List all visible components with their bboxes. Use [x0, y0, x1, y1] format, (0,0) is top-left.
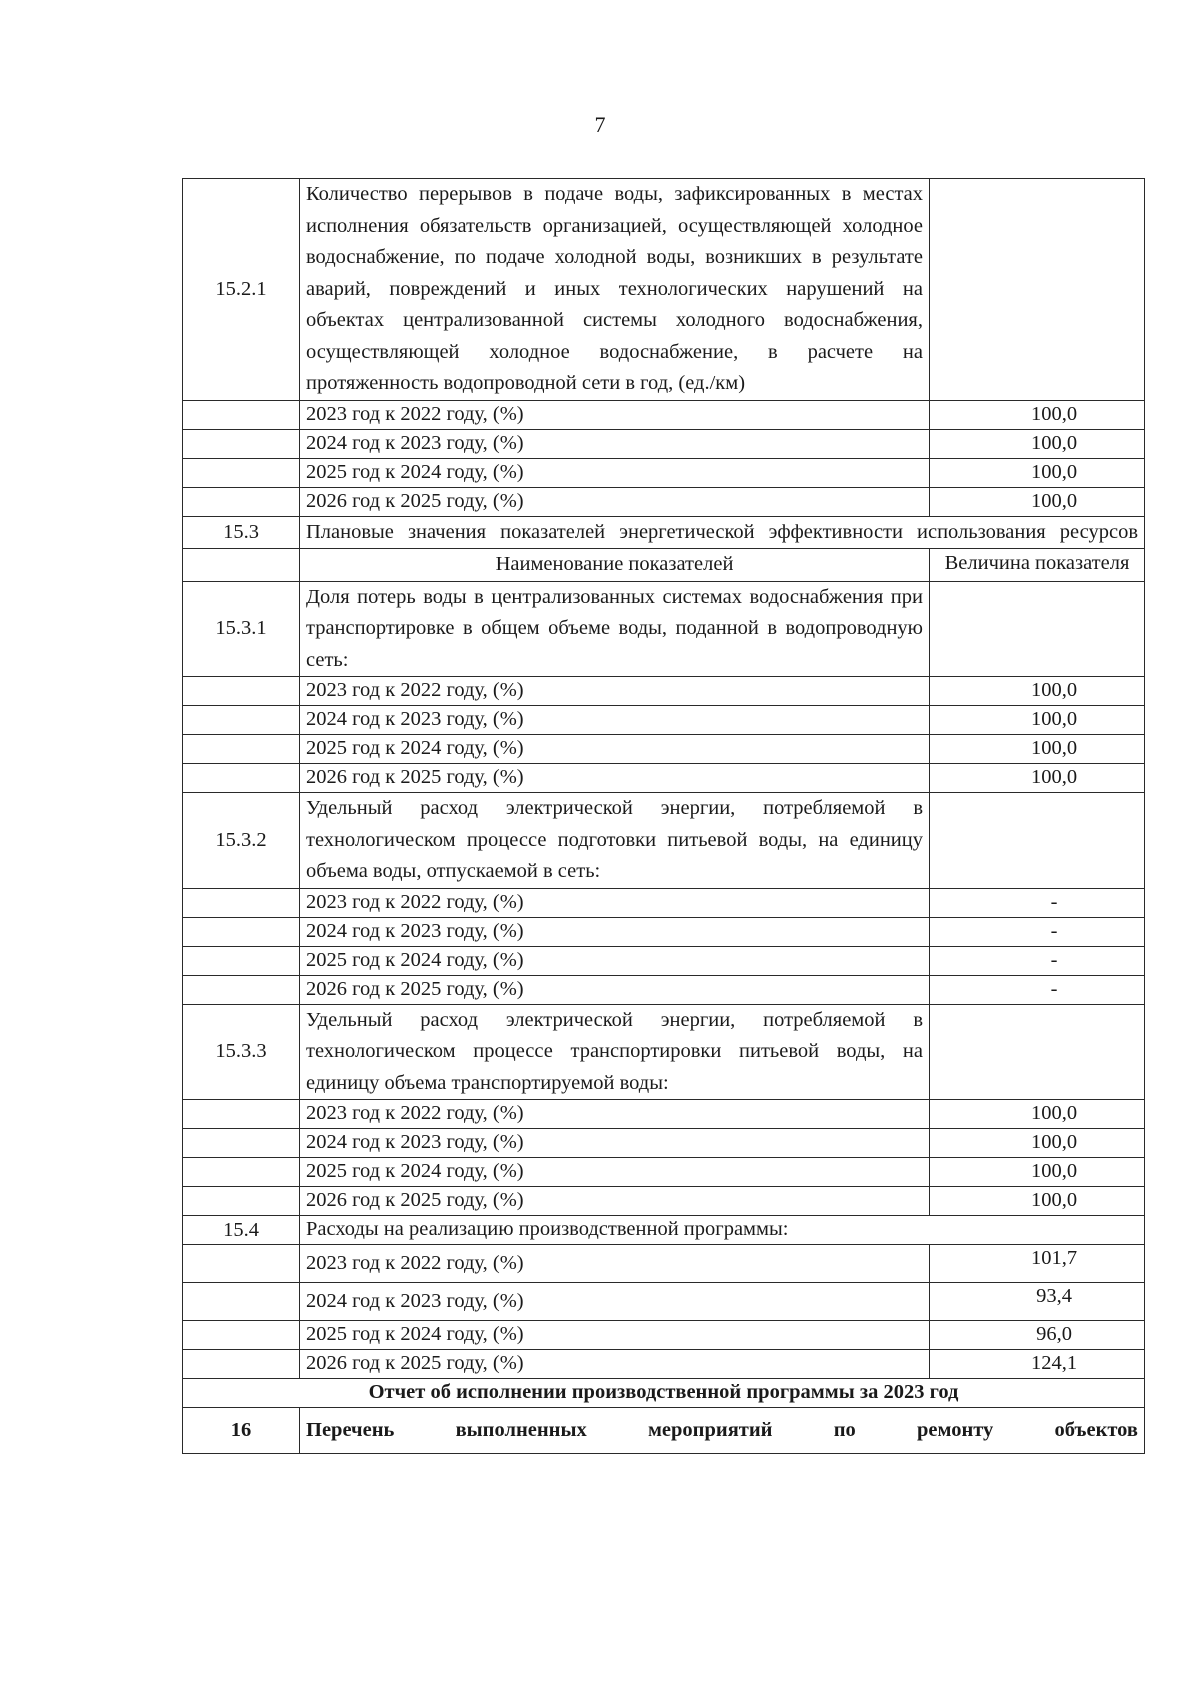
- row-value: 100,0: [930, 487, 1145, 516]
- section-15-3-2-row: [183, 793, 1145, 889]
- row-label: 2023 год к 2022 году, (%): [300, 677, 930, 706]
- row-label: 2025 год к 2024 году, (%): [300, 1158, 930, 1187]
- empty-number-cell: [183, 677, 300, 706]
- row-value: -: [930, 917, 1145, 946]
- row-value: -: [930, 888, 1145, 917]
- section-number: 16: [183, 1408, 300, 1454]
- empty-number-cell: [183, 1321, 300, 1350]
- empty-number-cell: [183, 487, 300, 516]
- row-value: 100,0: [930, 1158, 1145, 1187]
- section-15-3-3-row: [183, 1004, 1145, 1100]
- table-row: [183, 677, 1145, 706]
- row-label: 2024 год к 2023 году, (%): [300, 706, 930, 735]
- table-row: [183, 706, 1145, 735]
- row-label: 2023 год к 2022 году, (%): [300, 1100, 930, 1129]
- table-row: [183, 888, 1145, 917]
- row-label: 2024 год к 2023 году, (%): [300, 1129, 930, 1158]
- row-value: 100,0: [930, 1100, 1145, 1129]
- section-number: 15.2.1: [183, 179, 300, 401]
- row-label: 2025 год к 2024 году, (%): [300, 946, 930, 975]
- table-row: [183, 764, 1145, 793]
- empty-number-cell: [183, 706, 300, 735]
- table-row: [183, 1321, 1145, 1350]
- row-label: 2026 год к 2025 году, (%): [300, 487, 930, 516]
- section-description: Доля потерь воды в централизованных системах водоснабжения при транспортировке в общем объеме воды, поданной в водопроводную сеть:: [300, 581, 930, 677]
- empty-number-cell: [183, 975, 300, 1004]
- table-row: [183, 1283, 1145, 1321]
- section-description: Перечень выполненных мероприятий по ремонту объектов: [300, 1408, 1145, 1454]
- row-label: 2023 год к 2022 году, (%): [300, 400, 930, 429]
- row-value: 100,0: [930, 400, 1145, 429]
- empty-value-cell: [930, 793, 1145, 889]
- empty-value-cell: [930, 581, 1145, 677]
- table-row: [183, 1100, 1145, 1129]
- production-program-table: [182, 178, 1145, 1454]
- empty-number-cell: [183, 429, 300, 458]
- table-row: [183, 429, 1145, 458]
- row-value: 100,0: [930, 1129, 1145, 1158]
- section-15-3-1-row: [183, 581, 1145, 677]
- row-value: 96,0: [930, 1321, 1145, 1350]
- section-number: 15.3.1: [183, 581, 300, 677]
- row-value: -: [930, 975, 1145, 1004]
- table-row: [183, 400, 1145, 429]
- section-description: Количество перерывов в подаче воды, зафиксированных в местах исполнения обязательств организацией, осуществляющей холодное водоснабжение, по подаче холодной воды, возникших в результате аварий, повреждений и иных технологических нарушений на объектах централизованной системы холодного водоснабжения, осуществляющей холодное водоснабжение, в расчете на протяженность водопроводной сети в год, (ед./км): [300, 179, 930, 401]
- table-row: [183, 1187, 1145, 1216]
- section-description: Удельный расход электрической энергии, потребляемой в технологическом процессе транспортировки питьевой воды, на единицу объема транспортируемой воды:: [300, 1004, 930, 1100]
- empty-number-cell: [183, 888, 300, 917]
- row-label: 2026 год к 2025 году, (%): [300, 975, 930, 1004]
- section-15-4-row: [183, 1216, 1145, 1245]
- table-row: [183, 458, 1145, 487]
- table-row: [183, 1350, 1145, 1379]
- empty-number-cell: [183, 735, 300, 764]
- row-label: 2026 год к 2025 году, (%): [300, 1187, 930, 1216]
- page-number: 7: [594, 112, 606, 137]
- empty-number-cell: [183, 1245, 300, 1283]
- section-number: 15.3: [183, 516, 300, 549]
- section-15-3-row: [183, 516, 1145, 549]
- section-description: Плановые значения показателей энергетической эффективности использования ресурсов: [300, 516, 1145, 549]
- empty-value-cell: [930, 179, 1145, 401]
- section-number: 15.3.2: [183, 793, 300, 889]
- row-label: 2026 год к 2025 году, (%): [300, 1350, 930, 1379]
- table-row: [183, 487, 1145, 516]
- empty-number-cell: [183, 1187, 300, 1216]
- table-header-row: [183, 549, 1145, 582]
- empty-number-cell: [183, 1350, 300, 1379]
- section-description: Удельный расход электрической энергии, потребляемой в технологическом процессе подготовки питьевой воды, на единицу объема воды, отпускаемой в сеть:: [300, 793, 930, 889]
- row-value: 124,1: [930, 1350, 1145, 1379]
- empty-number-cell: [183, 549, 300, 582]
- table-row: [183, 1129, 1145, 1158]
- row-value: 100,0: [930, 677, 1145, 706]
- table-row: [183, 917, 1145, 946]
- row-value: 93,4: [930, 1283, 1145, 1321]
- row-value: 101,7: [930, 1245, 1145, 1283]
- empty-number-cell: [183, 400, 300, 429]
- row-value: 100,0: [930, 706, 1145, 735]
- section-description: Расходы на реализацию производственной программы:: [300, 1216, 1145, 1245]
- header-indicator-name: Наименование показателей: [300, 549, 930, 582]
- section-16-row: [183, 1408, 1145, 1454]
- row-value: 100,0: [930, 1187, 1145, 1216]
- empty-number-cell: [183, 917, 300, 946]
- row-label: 2023 год к 2022 году, (%): [300, 888, 930, 917]
- row-label: 2025 год к 2024 году, (%): [300, 458, 930, 487]
- row-label: 2025 год к 2024 году, (%): [300, 735, 930, 764]
- section-number: 15.3.3: [183, 1004, 300, 1100]
- empty-value-cell: [930, 1004, 1145, 1100]
- row-label: 2026 год к 2025 году, (%): [300, 764, 930, 793]
- row-label: 2025 год к 2024 году, (%): [300, 1321, 930, 1350]
- report-heading-row: [183, 1379, 1145, 1408]
- table-row: [183, 946, 1145, 975]
- empty-number-cell: [183, 1283, 300, 1321]
- section-15-2-1-row: [183, 179, 1145, 401]
- empty-number-cell: [183, 764, 300, 793]
- section-number: 15.4: [183, 1216, 300, 1245]
- empty-number-cell: [183, 946, 300, 975]
- row-label: 2024 год к 2023 году, (%): [300, 1283, 930, 1321]
- row-value: 100,0: [930, 429, 1145, 458]
- table-row: [183, 735, 1145, 764]
- empty-number-cell: [183, 458, 300, 487]
- empty-number-cell: [183, 1158, 300, 1187]
- row-label: 2024 год к 2023 году, (%): [300, 429, 930, 458]
- empty-number-cell: [183, 1100, 300, 1129]
- row-label: 2024 год к 2023 году, (%): [300, 917, 930, 946]
- table-row: [183, 975, 1145, 1004]
- header-indicator-value: Величина показателя: [930, 549, 1145, 582]
- empty-number-cell: [183, 1129, 300, 1158]
- table-row: [183, 1158, 1145, 1187]
- table-row: [183, 1245, 1145, 1283]
- row-value: 100,0: [930, 458, 1145, 487]
- row-value: 100,0: [930, 735, 1145, 764]
- report-heading: Отчет об исполнении производственной программы за 2023 год: [183, 1379, 1145, 1408]
- row-value: -: [930, 946, 1145, 975]
- row-value: 100,0: [930, 764, 1145, 793]
- row-label: 2023 год к 2022 году, (%): [300, 1245, 930, 1283]
